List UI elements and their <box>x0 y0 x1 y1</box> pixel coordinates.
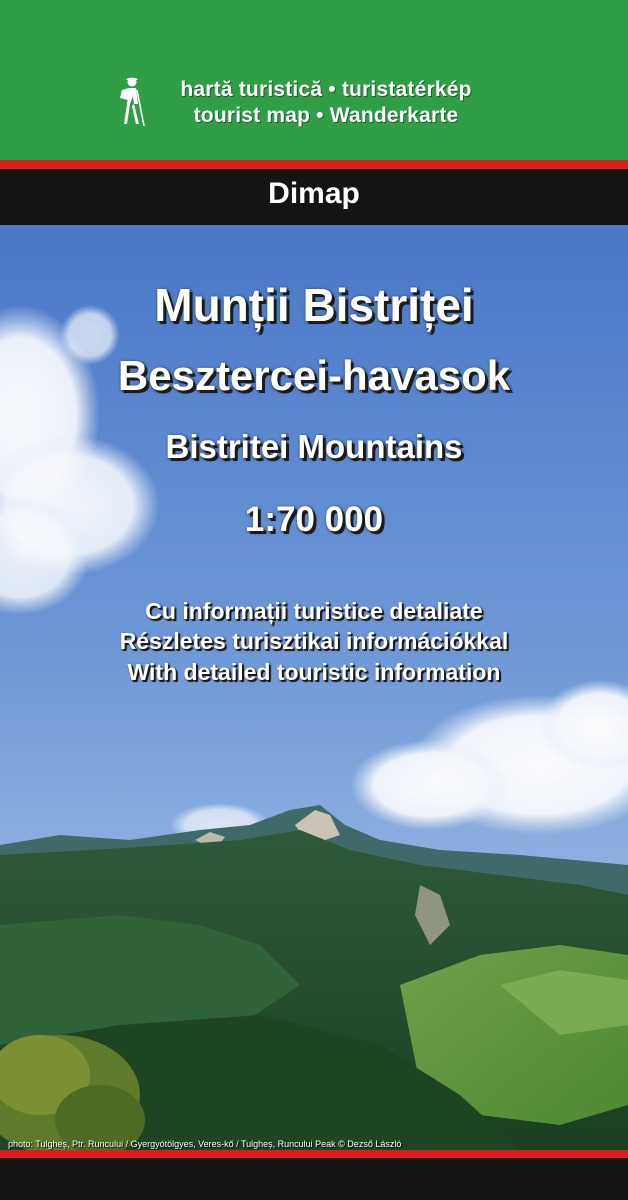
subtitle-english: With detailed touristic information <box>127 659 501 685</box>
subtitle-hungarian: Részletes turisztikai információkkal <box>119 628 509 654</box>
subtitle-romanian: Cu informații turistice detaliate <box>145 598 483 624</box>
red-stripe <box>0 160 628 169</box>
map-scale: 1:70 000 <box>244 500 384 539</box>
map-type-line-2: tourist map • Wanderkarte <box>193 104 459 127</box>
title-hungarian: Besztercei-havasok <box>117 352 511 399</box>
red-stripe-bottom <box>0 1150 628 1158</box>
photo-credit: photo: Tulgheș, Ptr. Runcului / Gyergyótölgyes, Veres-kő / Tulgheș, Runcului Peak © Dezső László <box>8 1139 402 1149</box>
title-romanian: Munții Bistriței <box>154 279 474 331</box>
bottom-band <box>0 1158 628 1200</box>
publisher-name: Dimap <box>268 177 360 210</box>
map-type-line-1: hartă turistică • turistatérkép <box>180 78 472 101</box>
title-english: Bistritei Mountains <box>165 428 463 465</box>
